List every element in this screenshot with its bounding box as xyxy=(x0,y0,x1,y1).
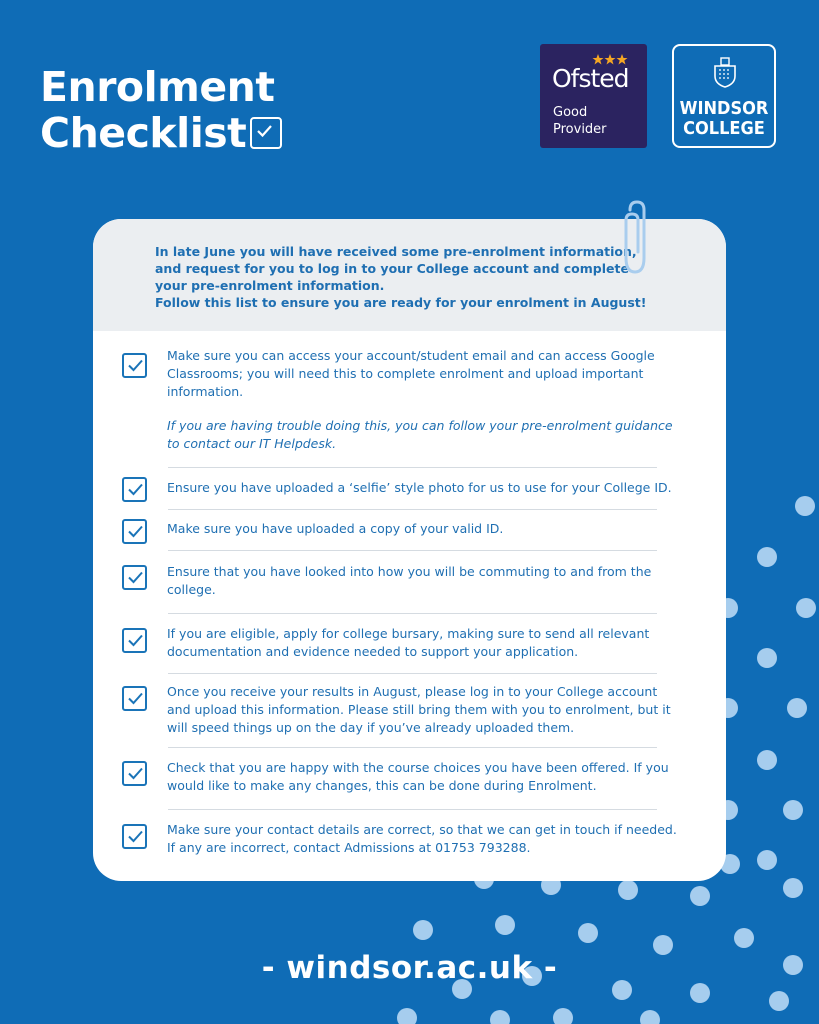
windsor-college-logo xyxy=(672,44,776,148)
checklist-card xyxy=(93,219,726,881)
checkbox-checked-icon xyxy=(122,519,147,544)
ofsted-rating-line-1: Good xyxy=(553,105,588,120)
intro-line: and request for you to log in to your College account and complete xyxy=(155,261,629,276)
checklist-item-text: Ensure that you have looked into how you will be commuting to and from the college. xyxy=(167,564,652,597)
ofsted-brand: Ofsted xyxy=(552,64,629,93)
checklist-item-text: Check that you are happy with the course choices you have been offered. If you would like to make any changes, this can be done during Enrolment. xyxy=(167,760,669,793)
intro-line: Follow this list to ensure you are ready for your enrolment in August! xyxy=(155,295,647,310)
checkbox-checked-icon xyxy=(122,565,147,590)
divider xyxy=(168,673,657,674)
divider xyxy=(168,509,657,510)
checkbox-checked-icon xyxy=(122,477,147,502)
checklist-item-text: Once you receive your results in August, please log in to your College account and upload this information. Please still bring them with you to enrolment, but it will speed things up on the day if you’ve already uploaded them. xyxy=(167,684,671,735)
college-crest-icon xyxy=(712,56,738,88)
website-link[interactable]: - windsor.ac.uk - xyxy=(261,950,558,986)
divider xyxy=(168,613,657,614)
checklist-item-note: If you are having trouble doing this, you can follow your pre-enrolment guidance to contact our IT Helpdesk. xyxy=(167,418,673,451)
title-checkbox-icon xyxy=(250,117,282,149)
title-line-1: Enrolment xyxy=(40,63,275,111)
ofsted-rating-line-2: Provider xyxy=(553,122,607,137)
checklist-item-text: Ensure you have uploaded a ‘selfie’ style photo for us to use for your College ID. xyxy=(167,480,672,495)
college-logo-line-2: COLLEGE xyxy=(683,118,765,139)
checklist-item-text: If you are eligible, apply for college bursary, making sure to send all relevant documentation and evidence needed to support your application. xyxy=(167,626,650,659)
ofsted-badge xyxy=(540,44,647,148)
checklist-item-text: Make sure your contact details are correct, so that we can get in touch if needed. If any are incorrect, contact Admissions at 01753 793288. xyxy=(167,822,677,855)
checkbox-checked-icon xyxy=(122,824,147,849)
page-title xyxy=(40,64,282,156)
checkbox-checked-icon xyxy=(122,628,147,653)
checkbox-checked-icon xyxy=(122,761,147,786)
checkbox-checked-icon xyxy=(122,686,147,711)
paperclip-icon xyxy=(616,200,656,280)
intro-line: your pre-enrolment information. xyxy=(155,278,385,293)
divider xyxy=(168,747,657,748)
divider xyxy=(168,809,657,810)
title-line-2: Checklist xyxy=(40,109,247,157)
intro-line: In late June you will have received some pre-enrolment information, xyxy=(155,244,637,259)
checklist-item-text: Make sure you have uploaded a copy of your valid ID. xyxy=(167,521,504,536)
divider xyxy=(168,550,657,551)
checklist-item-text: Make sure you can access your account/student email and can access Google Classrooms; you will need this to complete enrolment and upload important information. xyxy=(167,348,655,399)
checkbox-checked-icon xyxy=(122,353,147,378)
college-logo-line-1: WINDSOR xyxy=(679,98,769,119)
divider xyxy=(168,467,657,468)
